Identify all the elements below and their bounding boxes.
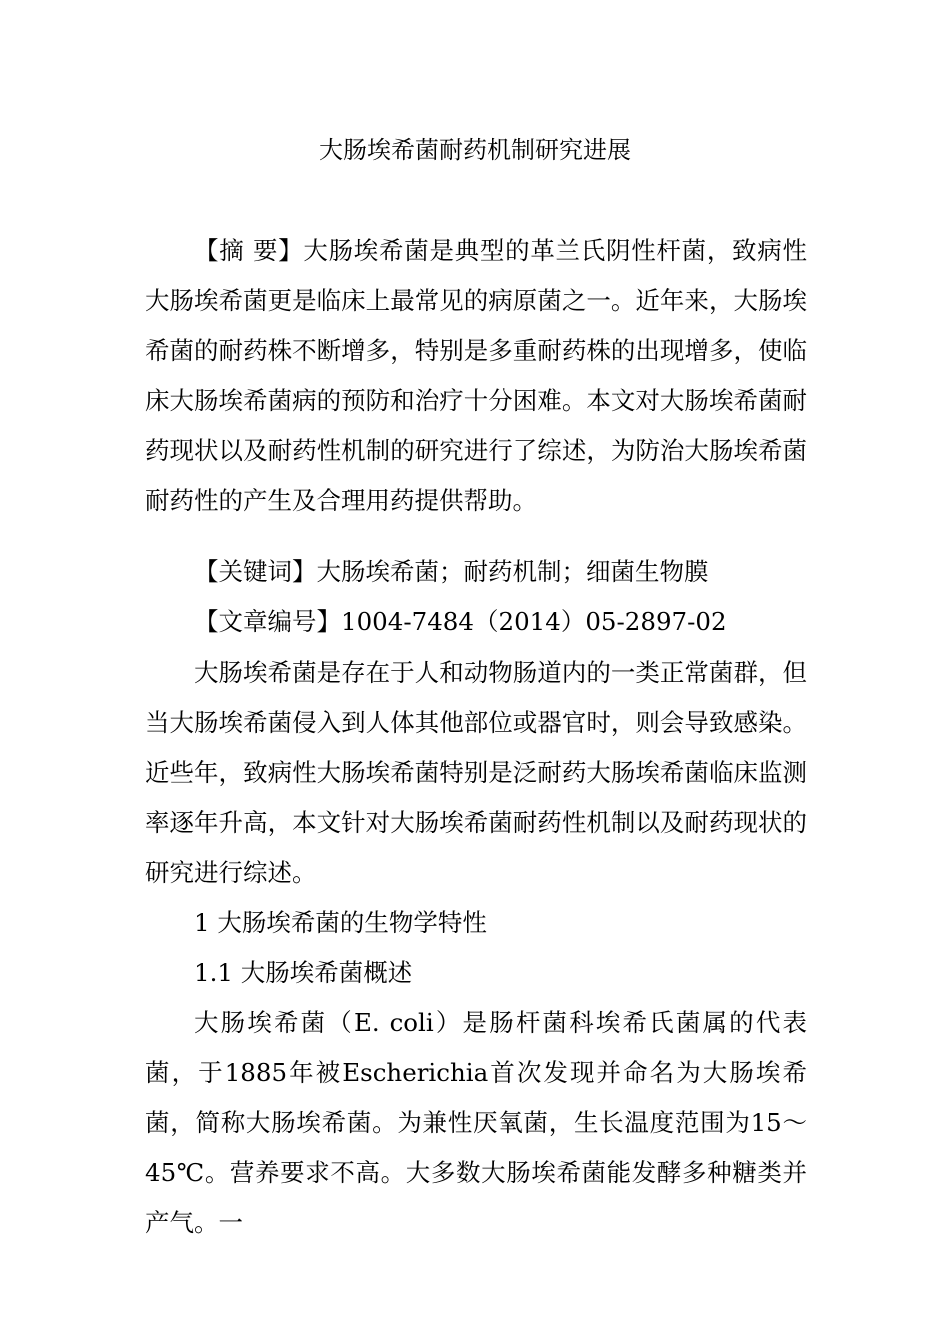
keywords-label: 【关键词】	[194, 557, 317, 586]
keywords-line	[145, 547, 807, 597]
abstract-text: 大肠埃希菌是典型的革兰氏阴性杆菌，致病性大肠埃希菌更是临床上最常见的病原菌之一。近年来，大肠埃希菌的耐药株不断增多，特别是多重耐药株的出现增多，使临床大肠埃希菌病的预防和治疗十分困难。本文对大肠埃希菌耐药现状以及耐药性机制的研究进行了综述，为防治大肠埃希菌耐药性的产生及合理用药提供帮助。	[145, 236, 807, 515]
meta-block	[145, 547, 807, 647]
abstract-paragraph	[145, 226, 807, 526]
article-number-label: 【文章编号】	[194, 607, 341, 636]
article-number-text: 1004-7484（2014）05-2897-02	[341, 607, 727, 636]
section-1-1-paragraph: 大肠埃希菌（E. coli）是肠杆菌科埃希氏菌属的代表菌，于1885年被Escherichia首次发现并命名为大肠埃希菌，简称大肠埃希菌。为兼性厌氧菌，生长温度范围为15～45℃。营养要求不高。大多数大肠埃希菌能发酵多种糖类并产气。一	[145, 1008, 807, 1237]
abstract-label: 【摘 要】	[194, 236, 304, 265]
main-body	[145, 648, 807, 1248]
abstract-block	[145, 226, 807, 526]
article-number-line	[145, 597, 807, 647]
intro-paragraph: 大肠埃希菌是存在于人和动物肠道内的一类正常菌群，但当大肠埃希菌侵入到人体其他部位或器官时，则会导致感染。近些年，致病性大肠埃希菌特别是泛耐药大肠埃希菌临床监测率逐年升高，本文针对大肠埃希菌耐药性机制以及耐药现状的研究进行综述。	[145, 658, 807, 887]
section-1-heading: 1 大肠埃希菌的生物学特性	[194, 908, 487, 937]
section-1-1-heading: 1.1 大肠埃希菌概述	[194, 958, 413, 987]
document-title: 大肠埃希菌耐药机制研究进展	[319, 136, 631, 164]
keywords-text: 大肠埃希菌；耐药机制；细菌生物膜	[316, 557, 709, 586]
